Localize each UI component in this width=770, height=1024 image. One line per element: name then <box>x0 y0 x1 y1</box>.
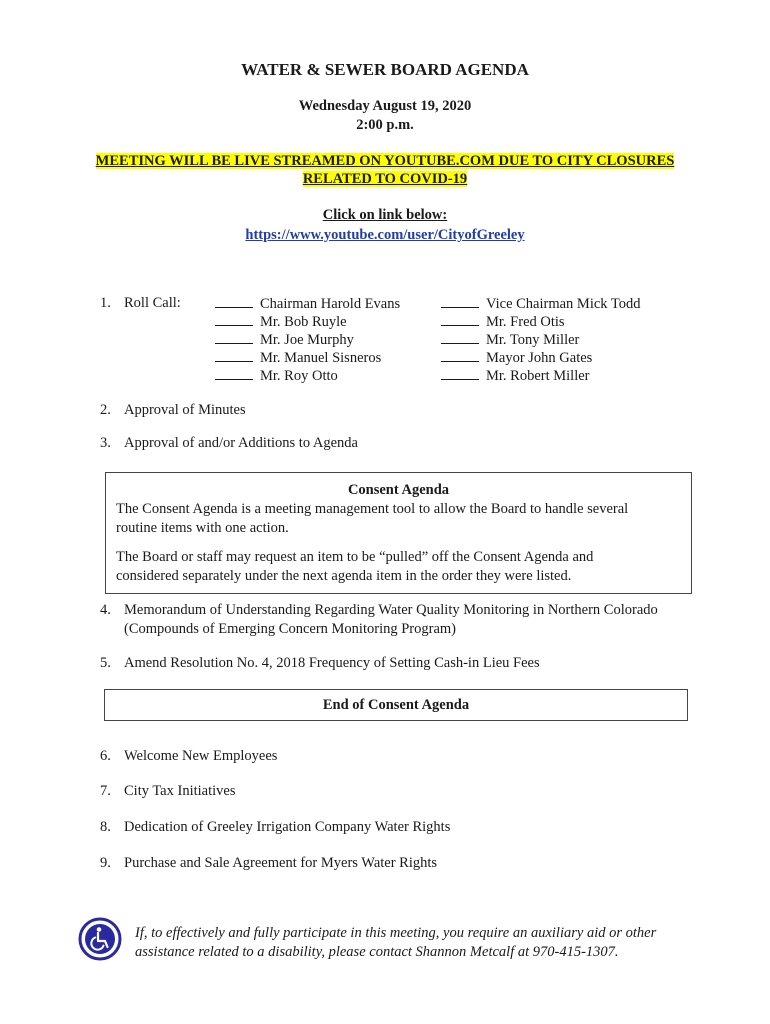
link-section <box>0 205 770 245</box>
meeting-time: 2:00 p.m. <box>356 117 414 133</box>
roll-call-right-column <box>441 295 641 385</box>
accessibility-notice: If, to effectively and fully participate in this meeting, you require an auxiliary aid or other assistance related to a disability, please contact Shannon Metcalf at 970-415-1307. <box>135 925 657 960</box>
attendance-blank[interactable] <box>215 313 253 326</box>
roll-call-row: Chairman Harold Evans <box>215 295 400 313</box>
roll-call-row: Mr. Roy Otto <box>215 367 400 385</box>
youtube-link[interactable]: https://www.youtube.com/user/CityofGreeley <box>245 227 525 243</box>
notice-line-2: RELATED TO COVID-19 <box>302 171 468 187</box>
agenda-item-9: 9. Purchase and Sale Agreement for Myers Water Rights <box>100 855 438 871</box>
consent-agenda-box <box>105 472 692 594</box>
click-label: Click on link below: <box>322 207 448 223</box>
attendance-blank[interactable] <box>215 349 253 362</box>
page-title: WATER & SEWER BOARD AGENDA <box>241 60 529 79</box>
notice-line-1: MEETING WILL BE LIVE STREAMED ON YOUTUBE.COM DUE TO CITY CLOSURES <box>95 153 675 169</box>
agenda-item-7: 7. City Tax Initiatives <box>100 783 236 799</box>
attendance-blank[interactable] <box>441 295 479 308</box>
meeting-date: Wednesday August 19, 2020 <box>298 98 472 114</box>
agenda-item-8: 8. Dedication of Greeley Irrigation Company Water Rights <box>100 819 451 835</box>
roll-call-row: Mr. Manuel Sisneros <box>215 349 400 367</box>
meeting-datetime <box>0 97 770 135</box>
roll-call-row: Mr. Fred Otis <box>441 313 641 331</box>
agenda-item-5: 5. Amend Resolution No. 4, 2018 Frequency of Setting Cash-in Lieu Fees <box>100 655 540 671</box>
agenda-item-6: 6. Welcome New Employees <box>100 748 278 764</box>
end-consent-agenda-box: End of Consent Agenda <box>104 689 688 721</box>
roll-call-row: Vice Chairman Mick Todd <box>441 295 641 313</box>
attendance-blank[interactable] <box>215 367 253 380</box>
roll-call-row: Mr. Bob Ruyle <box>215 313 400 331</box>
attendance-blank[interactable] <box>215 295 253 308</box>
attendance-blank[interactable] <box>441 367 479 380</box>
roll-call-label: Roll Call: <box>124 295 181 311</box>
agenda-item-3: 3. Approval of and/or Additions to Agenda <box>100 435 358 451</box>
attendance-blank[interactable] <box>441 349 479 362</box>
roll-call-row: Mayor John Gates <box>441 349 641 367</box>
agenda-item-4: 4. Memorandum of Understanding Regarding Water Quality Monitoring in Northern Colorado (Compounds of Emerging Concern Monitoring Program) <box>100 602 658 637</box>
livestream-notice <box>0 152 770 188</box>
roll-call-left-column <box>215 295 400 385</box>
wheelchair-accessibility-icon <box>78 917 122 961</box>
attendance-blank[interactable] <box>441 331 479 344</box>
agenda-item-2: 2. Approval of Minutes <box>100 402 246 418</box>
consent-paragraph-2: The Board or staff may request an item to be “pulled” off the Consent Agenda and considered separately under the next agenda item in the order they were listed. <box>116 549 594 584</box>
attendance-blank[interactable] <box>441 313 479 326</box>
roll-call-row: Mr. Tony Miller <box>441 331 641 349</box>
agenda-item-roll-call: 1. Roll Call: <box>100 295 181 311</box>
consent-paragraph-1: The Consent Agenda is a meeting management tool to allow the Board to handle several routine items with one action. <box>116 501 629 536</box>
roll-call-row: Mr. Robert Miller <box>441 367 641 385</box>
attendance-blank[interactable] <box>215 331 253 344</box>
consent-heading: Consent Agenda <box>347 482 450 498</box>
roll-call-row: Mr. Joe Murphy <box>215 331 400 349</box>
